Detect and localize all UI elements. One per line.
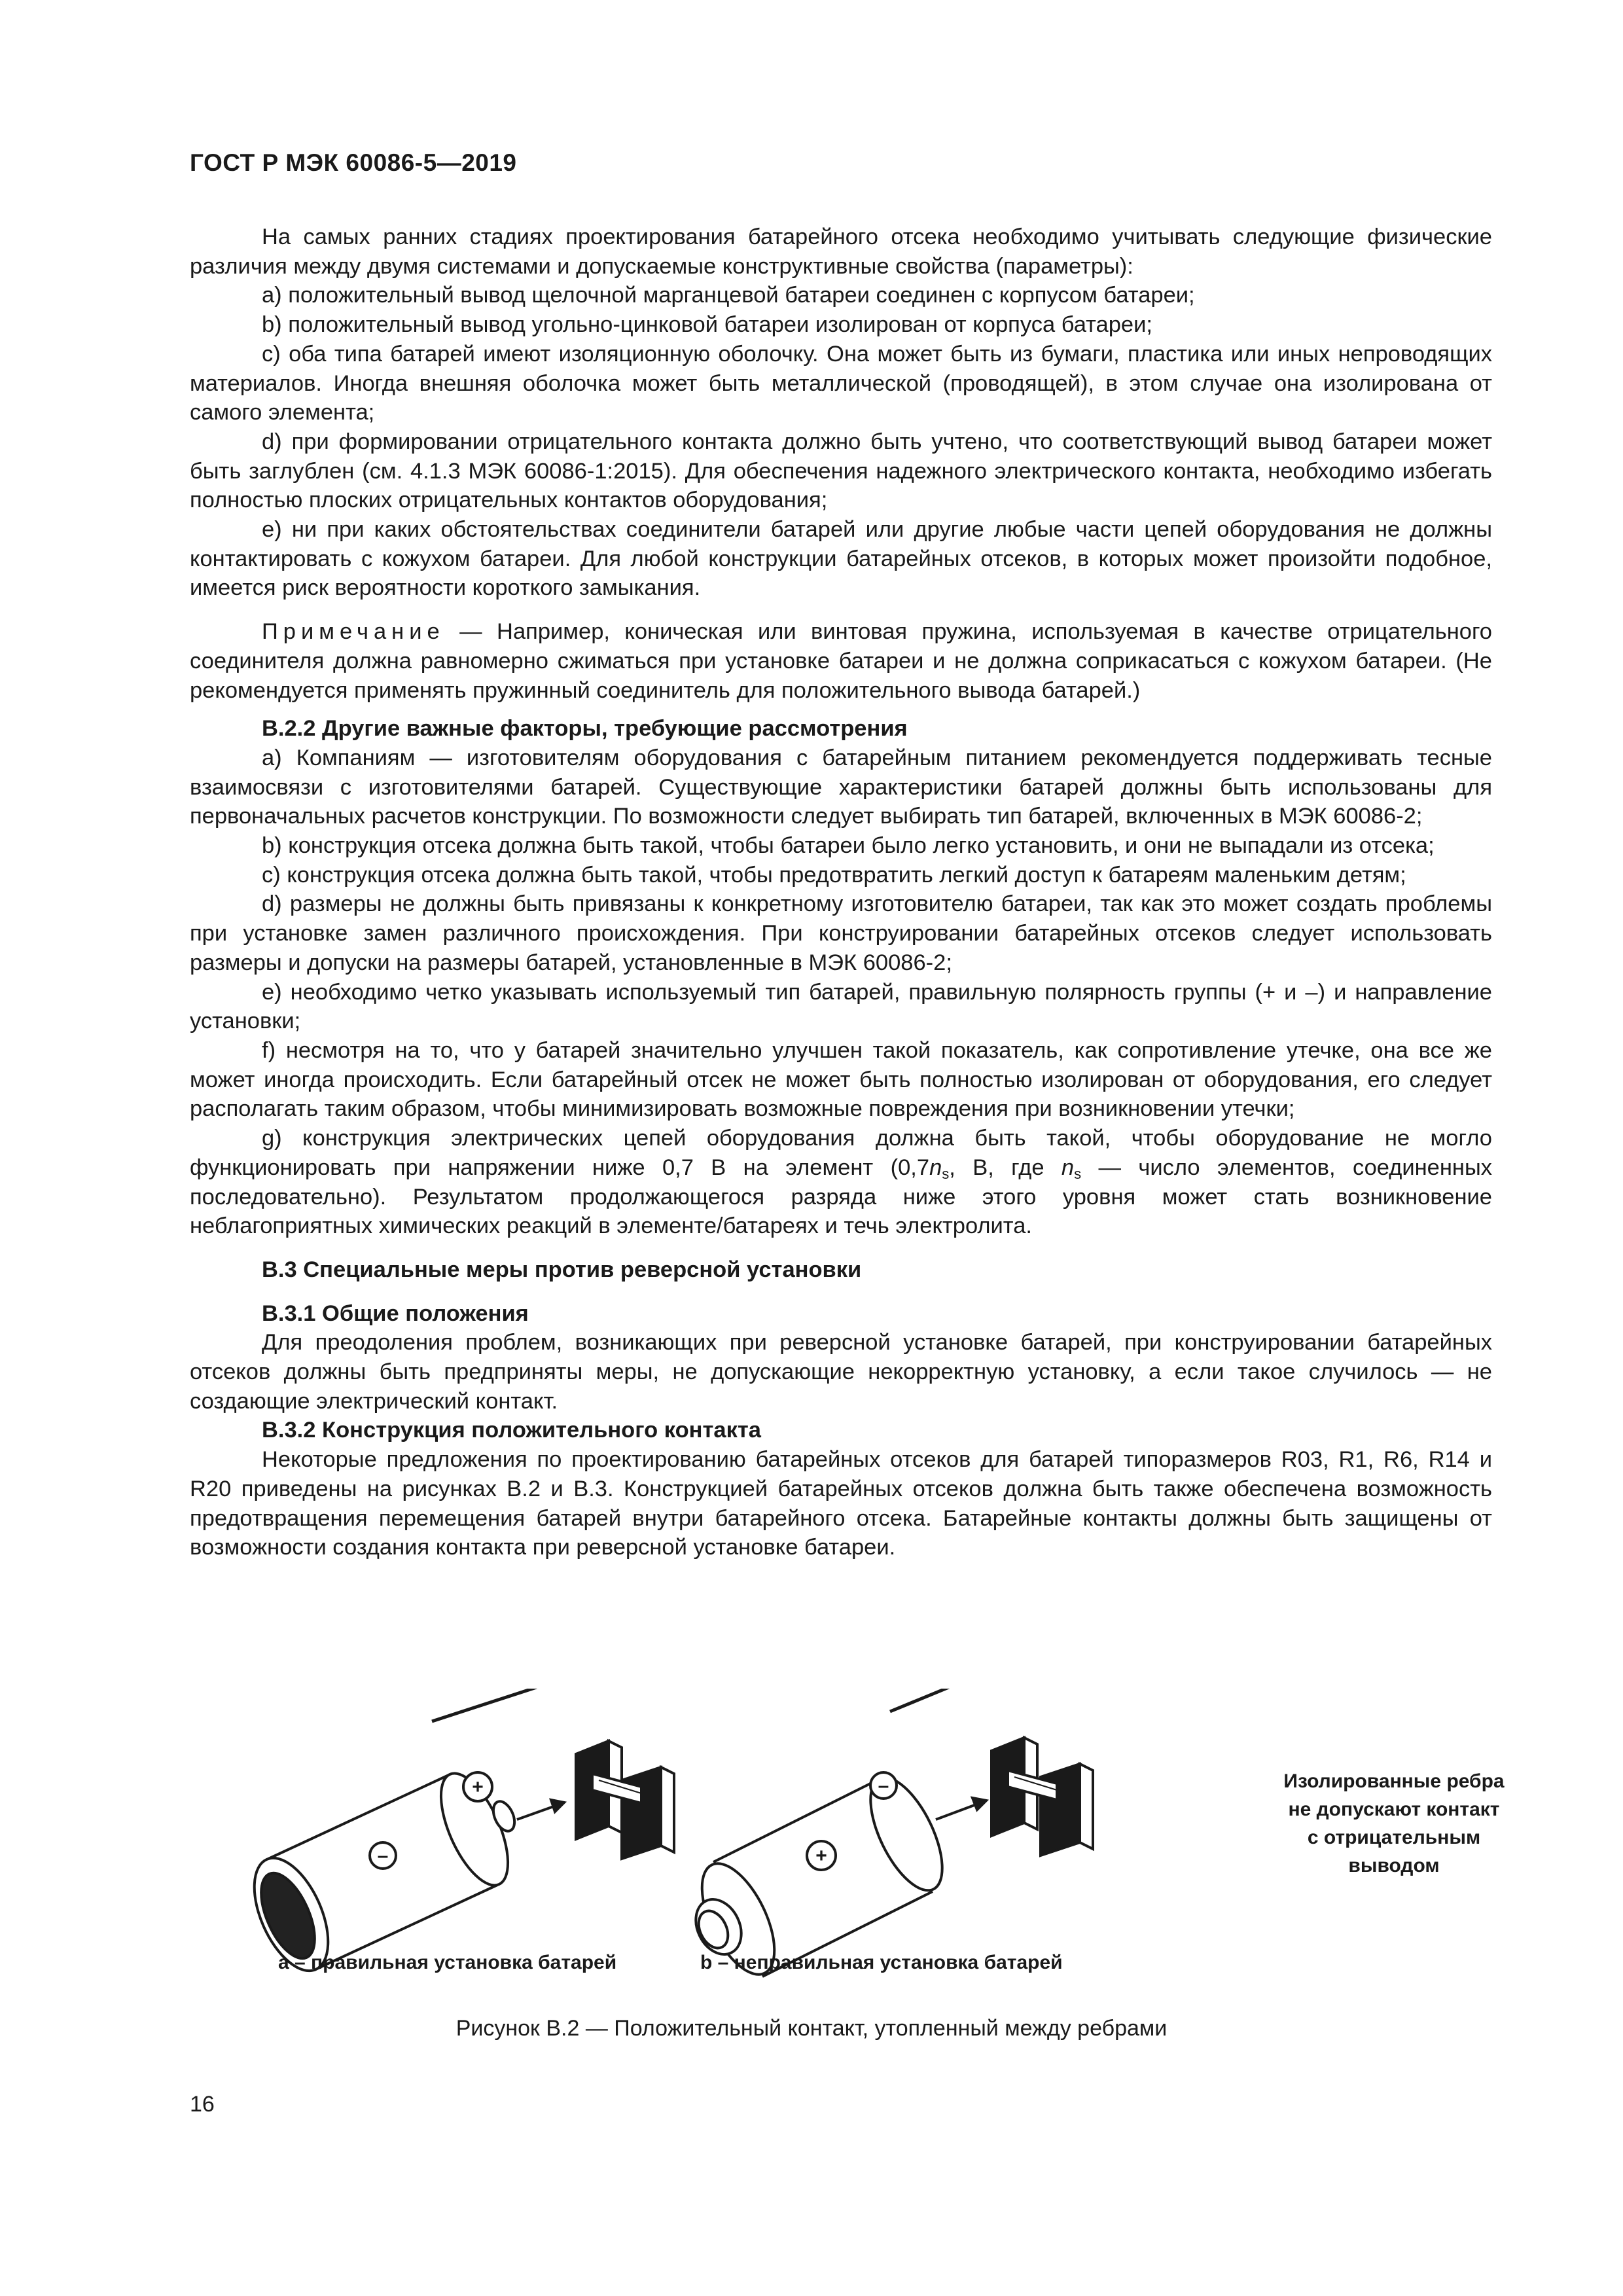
subcaption-b: b – неправильная установка батарей: [700, 1952, 1063, 1973]
annotation-line-2: не допускают контакт: [1288, 1799, 1500, 1820]
g-sub-s: s: [942, 1165, 950, 1182]
subcaption-a: а – правильная установка батарей: [278, 1952, 617, 1973]
g-part-2: , В, где: [949, 1155, 1061, 1180]
minus-sign-b: –: [878, 1775, 889, 1797]
g-part-3: — число элементов, соединенных последовательно). Результатом продолжающегося разряда ниже этого уровня может стать возникновение неблагоприятных химических реакций в элементе/батареях и течь электролита.: [190, 1155, 1493, 1239]
heading-b31: В.3.1 Общие положения: [262, 1300, 529, 1326]
battery-a: [240, 1689, 674, 1982]
b22-item-f: f) несмотря на то, что у батарей значительно улучшен такой показатель, как сопротивление утечке, она все же может иногда происходить. Если батарейный отсек не может быть полностью изолирован от оборудования, его следует располагать таким образом, чтобы минимизировать возможные повреждения при возникновении утечки;: [190, 1037, 1492, 1122]
note-label: Примечание: [262, 619, 445, 645]
g-part-1: g) конструкция электрических цепей оборудования должна быть такой, чтобы оборудование не могло функционировать при напряжении ниже 0,7 В на элемент (0,7: [190, 1126, 1492, 1180]
b22-item-d: d) размеры не должны быть привязаны к конкретному изготовителю батареи, так как это может создать проблемы при установке замен различного происхождения. При конструировании батарейных отсеков следует использовать размеры и допуски на размеры батарей, установленные в МЭК 60086-2;: [190, 891, 1492, 975]
note-text: — Например, коническая или винтовая пружина, используемая в качестве отрицательного соединителя должна равномерно сжиматься при установке батареи и не должна соприкасаться с кожухом батареи. (Не рекомендуется применять пружинный соединитель для положительного вывода батарей.): [190, 619, 1492, 703]
minus-sign-a: –: [377, 1845, 389, 1867]
heading-b32: В.3.2 Конструкция положительного контакта: [262, 1418, 761, 1443]
figure-b2: [190, 1689, 1505, 2003]
paragraph-intro: На самых ранних стадиях проектирования батарейного отсека необходимо учитывать следующие физические различия между двумя системами и допускаемые конструктивные свойства (параметры):: [190, 224, 1492, 279]
list-item-c: c) оба типа батарей имеют изоляционную оболочку. Она может быть из бумаги, пластика или иных непроводящих материалов. Иногда внешняя оболочка может быть металлической (проводящей), в этом случае она изолирована от самого элемента;: [190, 341, 1492, 425]
document-header: ГОСТ Р МЭК 60086-5—2019: [190, 149, 517, 176]
b22-item-c: c) конструкция отсека должна быть такой, чтобы предотвратить легкий доступ к батареям маленьким детям;: [262, 862, 1406, 888]
list-item-b: b) положительный вывод угольно-цинковой батареи изолирован от корпуса батареи;: [262, 312, 1152, 338]
list-item-e: e) ни при каких обстоятельствах соединители батарей или другие любые части цепей оборудования не должны контактировать с кожухом батареи. Для любой конструкции батарейных отсеков, в которых может произойти подобное, имеется риск вероятности короткого замыкания.: [190, 517, 1492, 601]
heading-b3: В.3 Специальные меры против реверсной установки: [262, 1257, 862, 1282]
list-item-d: d) при формировании отрицательного контакта должно быть учтено, что соответствующий вывод батареи может быть заглублен (см. 4.1.3 МЭК 60086-1:2015). Для обеспечения надежного электрического контакта, необходимо избегать полностью плоских отрицательных контактов оборудования;: [190, 429, 1492, 513]
g-sub-s: s: [1074, 1165, 1082, 1182]
figure-annotation: [1263, 1767, 1525, 1880]
g-var-n: n: [929, 1155, 942, 1180]
heading-b22: В.2.2 Другие важные факторы, требующие рассмотрения: [262, 716, 908, 742]
annotation-line-3: с отрицательным выводом: [1307, 1827, 1481, 1876]
battery-b: [687, 1689, 1093, 1985]
figure-caption: Рисунок В.2 — Положительный контакт, утопленный между ребрами: [455, 2016, 1168, 2041]
b31-text: Для преодоления проблем, возникающих при реверсной установке батарей, при конструировании батарейных отсеков должны быть предприняты меры, не допускающие некорректную установку, а если такое случилось — не создающие электрический контакт.: [190, 1330, 1492, 1414]
b22-item-e: e) необходимо четко указывать используемый тип батарей, правильную полярность группы (+ и –) и направление установки;: [190, 979, 1492, 1034]
b22-item-g: [190, 1124, 1492, 1241]
plus-sign-b: +: [815, 1845, 827, 1867]
page-number: 16: [190, 2092, 215, 2117]
wall-line-a: [432, 1689, 537, 1721]
list-item-a: a) положительный вывод щелочной марганцевой батареи соединен с корпусом батареи;: [262, 283, 1195, 308]
plus-sign-a: +: [472, 1776, 484, 1798]
b32-text: Некоторые предложения по проектированию батарейных отсеков для батарей типоразмеров R03, R1, R6, R14 и R20 приведены на рисунках В.2 и В.3. Конструкцией батарейных отсеков должна быть также обеспечена возможность предотвращения перемещения батарей внутри батарейного отсека. Батарейные контакты должны быть защищены от возможности создания контакта при реверсной установке батареи.: [190, 1447, 1492, 1560]
g-var-n: n: [1061, 1155, 1075, 1180]
b22-item-a: a) Компаниям — изготовителям оборудования с батарейным питанием рекомендуется поддерживать тесные взаимосвязи с изготовителями батарей. Существующие характеристики батарей должны быть использованы для первоначальных расчетов конструкции. По возможности следует выбирать тип батарей, включенных в МЭК 60086-2;: [190, 745, 1492, 829]
wall-line-b: [890, 1689, 949, 1712]
b22-item-b: b) конструкция отсека должна быть такой, чтобы батареи было легко установить, и они не выпадали из отсека;: [262, 833, 1435, 859]
note: [190, 617, 1492, 705]
annotation-line-1: Изолированные ребра: [1283, 1770, 1505, 1792]
document-body: [190, 223, 1492, 1562]
